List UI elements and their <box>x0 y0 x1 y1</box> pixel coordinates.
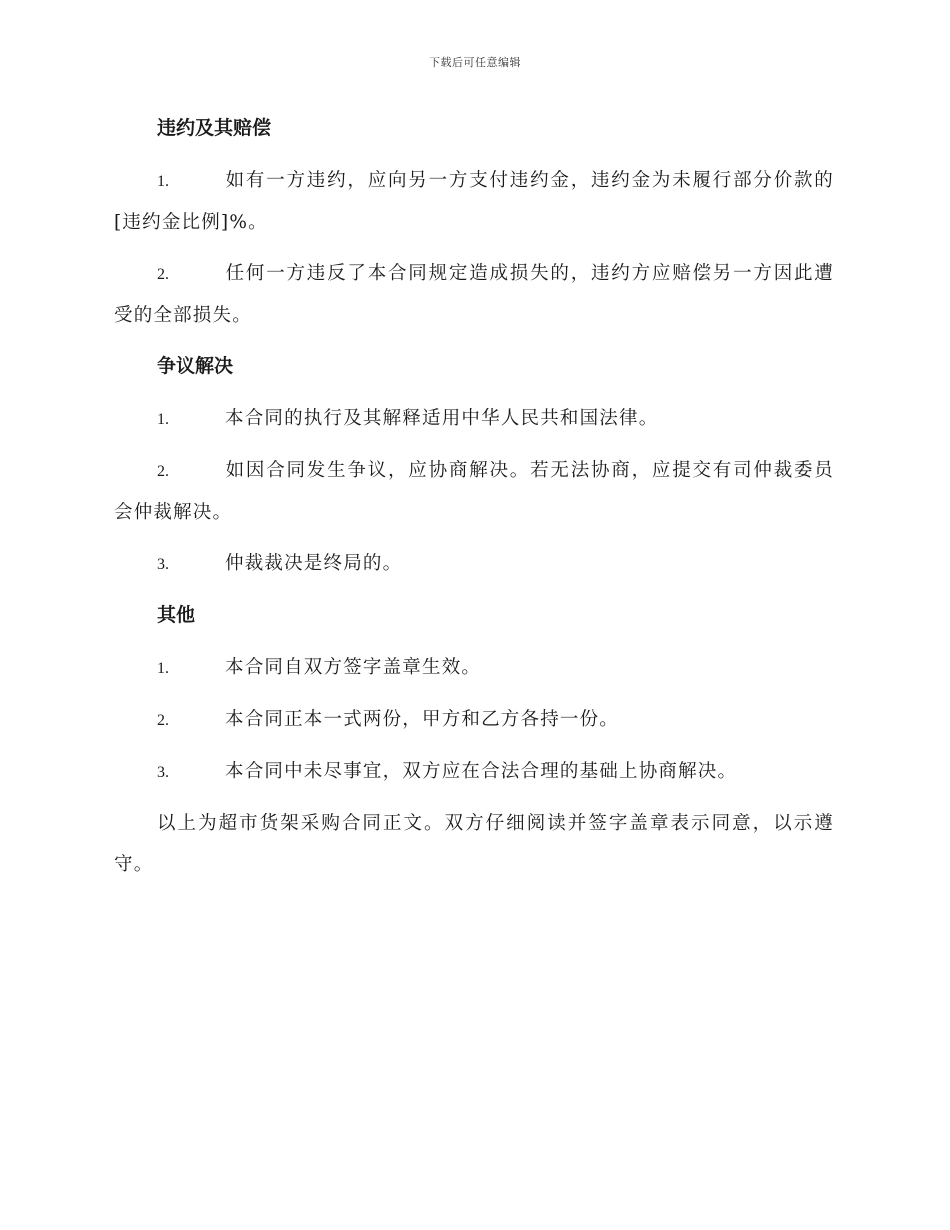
item-number: 3. <box>157 764 169 781</box>
list-item <box>114 450 834 533</box>
item-number: 1. <box>157 660 169 677</box>
list-item <box>114 253 834 336</box>
item-text: 本合同中未尽事宜，双方应在合法合理的基础上协商解决。 <box>225 761 738 782</box>
item-text: 如因合同发生争议，应协商解决。若无法协商，应提交有司仲裁委员会仲裁解决。 <box>114 460 834 523</box>
section-heading-dispute: 争议解决 <box>157 355 234 377</box>
item-number: 2. <box>157 266 169 283</box>
item-number: 3. <box>157 556 169 573</box>
item-text: 本合同正本一式两份，甲方和乙方各持一份。 <box>225 709 620 730</box>
document-body <box>114 108 834 885</box>
item-number: 2. <box>157 463 169 480</box>
list-item <box>114 543 834 585</box>
item-text: 如有一方违约，应向另一方支付违约金，违约金为未履行部分价款的 [违约金比例]%。 <box>114 170 834 233</box>
item-text: 任何一方违反了本合同规定造成损失的，违约方应赔偿另一方因此遭受的全部损失。 <box>114 263 834 326</box>
list-item <box>114 699 834 741</box>
item-text: 本合同的执行及其解释适用中华人民共和国法律。 <box>225 408 659 429</box>
item-number: 1. <box>157 173 169 190</box>
page-header: 下载后可任意编辑 <box>429 56 521 69</box>
section-heading-other: 其他 <box>157 604 196 626</box>
list-item <box>114 647 834 689</box>
item-text: 仲裁裁决是终局的。 <box>225 553 403 574</box>
closing-paragraph: 以上为超市货架采购合同正文。双方仔细阅读并签字盖章表示同意，以示遵守。 <box>114 813 834 875</box>
list-item <box>114 398 834 440</box>
section-heading-breach: 违约及其赔偿 <box>157 117 272 139</box>
list-item <box>114 160 834 243</box>
item-number: 1. <box>157 411 169 428</box>
item-text: 本合同自双方签字盖章生效。 <box>225 657 482 678</box>
list-item <box>114 751 834 793</box>
item-number: 2. <box>157 712 169 729</box>
